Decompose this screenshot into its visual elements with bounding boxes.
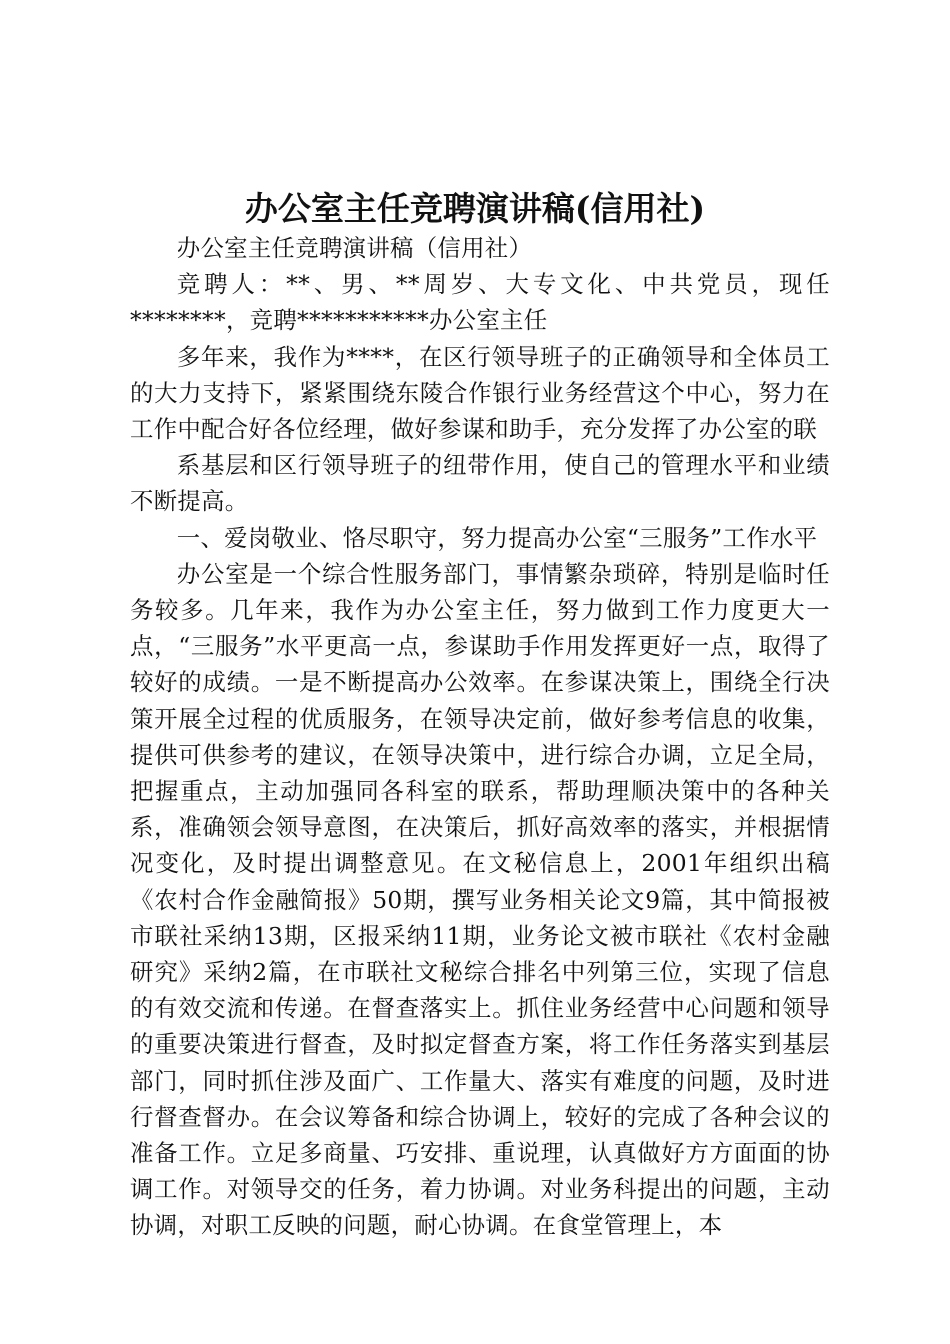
document-body: [130, 230, 830, 1244]
paragraph-office-work: 办公室是一个综合性服务部门，事情繁杂琐碎，特别是临时任务较多。几年来，我作为办公室主任，努力做到工作力度更大一点，“三服务”水平更高一点，参谋助手作用发挥更好一点，取得了较好的成绩。一是不断提高办公效率。在参谋决策上，围绕全行决策开展全过程的优质服务，在领导决定前，做好参考信息的收集，提供可供参考的建议，在领导决策中，进行综合办调，立足全局，把握重点，主动加强同各科室的联系，帮助理顺决策中的各种关系，准确领会领导意图，在决策后，抓好高效率的落实，并根据情况变化，及时提出调整意见。在文秘信息上，2001年组织出稿《农村合作金融简报》50期，撰写业务相关论文9篇，其中简报被市联社采纳13期，区报采纳11期，业务论文被市联社《农村金融研究》采纳2篇，在市联社文秘综合排名中列第三位，实现了信息的有效交流和传递。在督查落实上。抓住业务经营中心问题和领导的重要决策进行督查，及时拟定督查方案，将工作任务落实到基层部门，同时抓住涉及面广、工作量大、落实有难度的问题，及时进行督查督办。在会议筹备和综合协调上，较好的完成了各种会议的准备工作。立足多商量、巧安排、重说理，认真做好方方面面的协调工作。对领导交的任务，着力协调。对业务科提出的问题，主动协调，对职工反映的问题，耐心协调。在食堂管理上，本: [130, 559, 830, 1240]
document-title: 办公室主任竞聘演讲稿(信用社): [244, 189, 706, 228]
paragraph-candidate-info: 竞聘人：**、男、**周岁、大专文化、中共党员，现任********，竞聘***********办公室主任: [130, 270, 830, 335]
paragraph-intro: 多年来，我作为****，在区行领导班子的正确领导和全体员工的大力支持下，紧紧围绕东陵合作银行业务经营这个中心，努力在工作中配合好各位经理，做好参谋和助手，充分发挥了办公室的联: [130, 342, 830, 444]
paragraph-heading-repeat: 办公室主任竞聘演讲稿（信用社）: [176, 234, 533, 262]
paragraph-intro-continued: 系基层和区行领导班子的纽带作用，使自己的管理水平和业绩不断提高。: [130, 451, 830, 516]
section-heading-one: 一、爱岗敬业、恪尽职守，努力提高办公室“三服务”工作水平: [176, 523, 818, 552]
